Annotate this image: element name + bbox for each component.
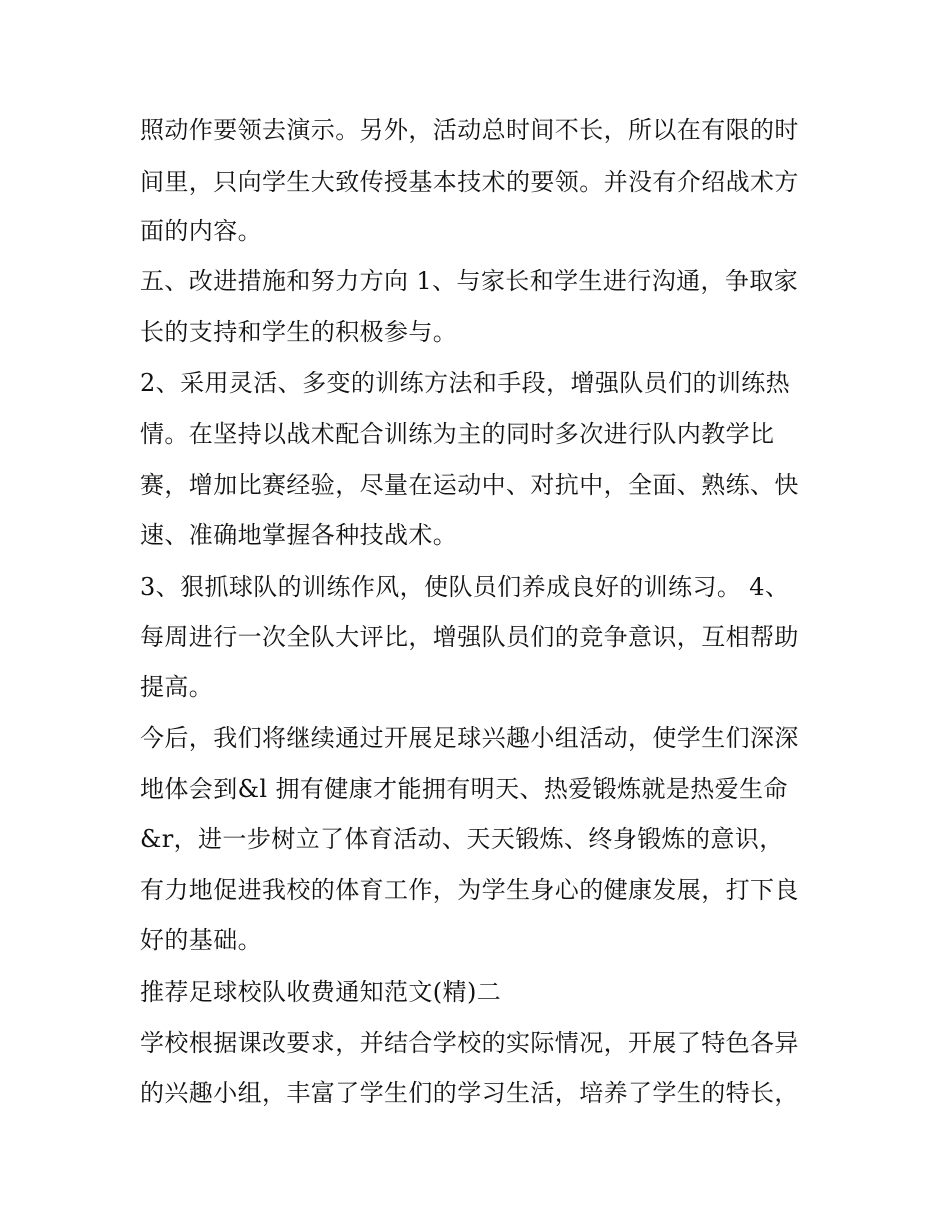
text-line: 地体会到&l 拥有健康才能拥有明天、热爱锻炼就是热爱生命 [140,775,788,803]
text-line: &r，进一步树立了体育活动、天天锻炼、终身锻炼的意识， [140,825,784,853]
text-line: 有力地促进我校的体育工作，为学生身心的健康发展，打下良 [140,876,799,904]
text-line: 面的内容。 [140,217,262,245]
text-line: 提高。 [140,673,214,701]
document-title-line: 推荐足球校队收费通知范文(精)二 [140,978,502,1006]
text-line: 今后，我们将继续通过开展足球兴趣小组活动，使学生们深深 [140,724,799,752]
text-line: 学校根据课改要求，并结合学校的实际情况，开展了特色各异 [140,1029,799,1057]
section-heading-line: 五、改进措施和努力方向 1、与家长和学生进行沟通，争取家 [140,267,799,295]
text-line: 赛，增加比赛经验，尽量在运动中、对抗中，全面、熟练、快 [140,471,799,499]
text-line: 照动作要领去演示。另外，活动总时间不长，所以在有限的时 [140,116,799,144]
text-line: 3、狠抓球队的训练作风，使队员们养成良好的训练习。 4、 [140,573,790,601]
text-line: 好的基础。 [140,926,262,954]
text-line: 情。在坚持以战术配合训练为主的同时多次进行队内教学比 [140,420,775,448]
text-line: 的兴趣小组，丰富了学生们的学习生活，培养了学生的特长， [140,1079,799,1107]
text-line: 速、准确地掌握各种技战术。 [140,521,458,549]
text-line: 间里，只向学生大致传授基本技术的要领。并没有介绍战术方 [140,168,799,196]
text-line: 长的支持和学生的积极参与。 [140,318,458,346]
text-line: 每周进行一次全队大评比，增强队员们的竞争意识，互相帮助 [140,623,799,651]
text-line: 2、采用灵活、多变的训练方法和手段，增强队员们的训练热 [140,369,791,397]
